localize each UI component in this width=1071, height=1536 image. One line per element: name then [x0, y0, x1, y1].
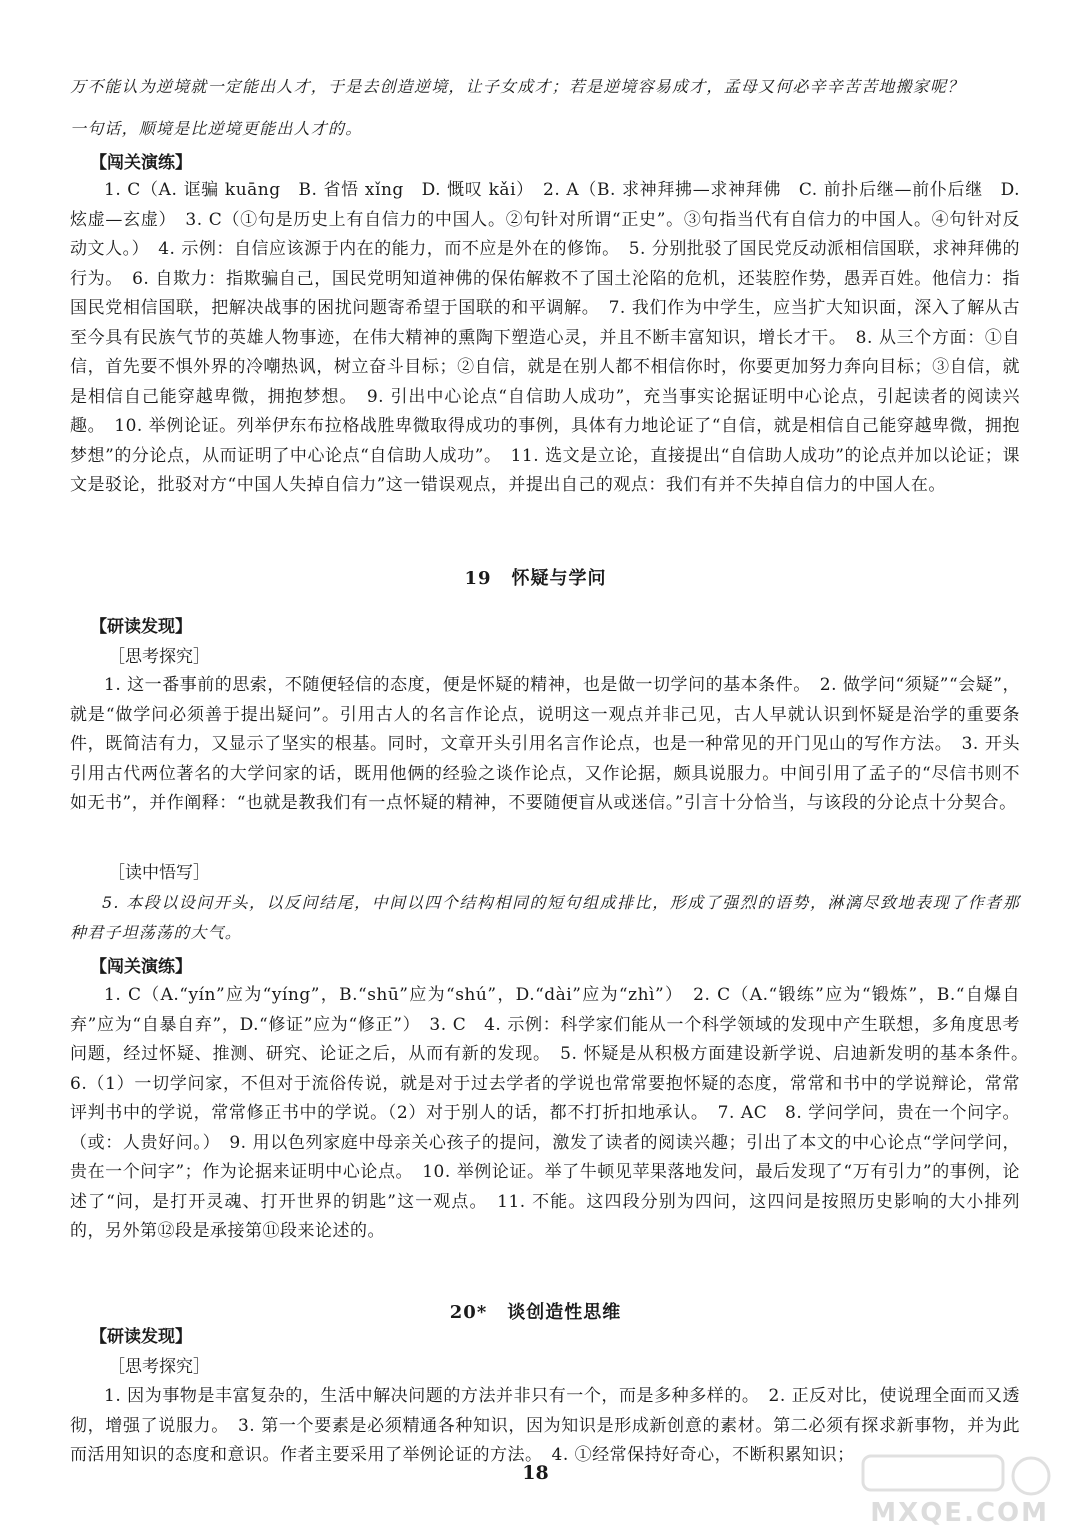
lesson19-think-answers: 1. 这一番事前的思索，不随便轻信的态度，便是怀疑的精神，也是做一切学问的基本条件。 2. 做学问“须疑”“会疑”，就是“做学问必须善于提出疑问”。引用古人的名言作论点，说明这一观点并非己见，古人早就认识到怀疑是治学的重要条件，既简洁有力，又显示了坚实的根基。同时，文章开头引用名言作论点，也是一种常见的开门见山的写作方法。 3. 开头引用古代两位著名的大学问家的话，既用他俩的经验之谈作论点，又作论据，颇具说服力。中间引用了孟子的“尽信书则不如无书”，并作阐释：“也就是教我们有一点怀疑的精神，不要随便盲从或迷信。”引言十分恰当，与该段的分论点十分契合。: [70, 675, 1020, 813]
section-heading-practice-2: 【闯关演练】: [90, 957, 192, 977]
section-heading-practice: 【闯关演练】: [90, 153, 192, 173]
intro-line-1: 万不能认为逆境就一定能出人才，于是去创造逆境，让子女成才；若是逆境容易成才，孟母又何必辛辛苦苦地搬家呢？: [70, 77, 965, 96]
section-heading-study: 【研读发现】: [90, 617, 192, 637]
subheading-think: ［思考探究］: [108, 647, 210, 667]
lesson-19-name: 怀疑与学问: [511, 568, 607, 589]
lesson19-read-write-answer: 5. 本段以设问开头，以反问结尾，中间以四个结构相同的短句组成排比，形成了强烈的语势，淋漓尽致地表现了作者那种君子坦荡荡的大气。: [70, 893, 1020, 942]
subheading-think-2: ［思考探究］: [108, 1357, 210, 1377]
lesson-20-name: 谈创造性思维: [507, 1302, 622, 1323]
lesson19-practice-answers: 1. C（A.“yín”应为“yíng”，B.“shū”应为“shú”，D.“dài”应为“zhì”） 2. C（A.“锻练”应为“锻炼”，B.“自爆自弃”应为“自暴自弃”，D.“修证”应为“修正”） 3. C 4. 示例：科学家们能从一个科学领域的发现中产生联想，多角度思考问题，经过怀疑、推测、研究、论证之后，从而有新的发现。 5. 怀疑是从积极方面建设新学说、启迪新发明的基本条件。 6.（1）一切学问家，不但对于流俗传说，就是对于过去学者的学说也常常要抱怀疑的态度，常常和书中的学说辩论，常常评判书中的学说，常常修正书中的学说。（2）对于别人的话，都不打折扣地承认。 7. AC 8. 学问学问，贵在一个问字。（或：人贵好问。） 9. 用以色列家庭中母亲关心孩子的提问，激发了读者的阅读兴趣；引出了本文的中心论点“学问学问，贵在一个问字”；作为论据来证明中心论点。 10. 举例论证。举了牛顿见苹果落地发问，最后发现了“万有引力”的事例，论述了“问，是打开灵魂、打开世界的钥匙”这一观点。 11. 不能。这四段分别为四问，这四问是按照历史影响的大小排列的，另外第⑫段是承接第⑪段来论述的。: [70, 985, 1038, 1241]
subheading-read-write: ［读中悟写］: [108, 863, 210, 883]
watermark-text: MXQE.COM: [870, 1498, 1049, 1528]
lesson-19-title: [0, 564, 1071, 590]
section-heading-study-2: 【研读发现】: [90, 1327, 192, 1347]
lesson-19-number: 19: [464, 568, 492, 589]
lesson-20-number: 20*: [449, 1302, 488, 1323]
lesson-20-title: [0, 1298, 1071, 1324]
intro-line-2: 一句话，顺境是比逆境更能出人才的。: [70, 119, 363, 138]
lesson20-think-answers: 1. 因为事物是丰富复杂的，生活中解决问题的方法并非只有一个，而是多种多样的。 2. 正反对比，使说理全面而又透彻，增强了说服力。 3. 第一个要素是必须精通各种知识，因为知识是形成新创意的素材。第二必须有探求新事物，并为此而活用知识的态度和意识。作者主要采用了举例论证的方法。 4. ①经常保持好奇心，不断积累知识；: [70, 1386, 1020, 1465]
section18-answers: 1. C（A. 诓骗 kuāng B. 省悟 xǐng D. 慨叹 kǎi） 2. A（B. 求神拜拂—求神拜佛 C. 前扑后继—前仆后继 D. 炫虚—玄虚） 3. C（①句是历史上有自信力的中国人。②句针对所谓“正史”。③句指当代有自信力的中国人。④句针对反动文人。） 4. 示例：自信应该源于内在的能力，而不应是外在的修饰。 5. 分别批驳了国民党反动派相信国联，求神拜佛的行为。 6. 自欺力：指欺骗自己，国民党明知道神佛的保佑解救不了国土沦陷的危机，还装腔作势，愚弄百姓。他信力：指国民党相信国联，把解决战事的困扰问题寄希望于国联的和平调解。 7. 我们作为中学生，应当扩大知识面，深入了解从古至今具有民族气节的英雄人物事迹，在伟大精神的熏陶下塑造心灵，并且不断丰富知识，增长才干。 8. 从三个方面：①自信，首先要不惧外界的冷嘲热讽，树立奋斗目标；②自信，就是在别人都不相信你时，你要更加努力奔向目标；③自信，就是相信自己能穿越卑微，拥抱梦想。 9. 引出中心论点“自信助人成功”，充当事实论据证明中心论点，引起读者的阅读兴趣。 10. 举例论证。列举伊东布拉格战胜卑微取得成功的事例，具体有力地论证了“自信，就是相信自己能穿越卑微，拥抱梦想”的分论点，从而证明了中心论点“自信助人成功”。 11. 选文是立论，直接提出“自信助人成功”的论点并加以论证；课文是驳论，批驳对方“中国人失掉自信力”这一错误观点，并提出自己的观点：我们有并不失掉自信力的中国人在。: [70, 180, 1020, 495]
page-number: 18: [522, 1462, 549, 1484]
watermark-logo: [855, 1446, 1055, 1528]
